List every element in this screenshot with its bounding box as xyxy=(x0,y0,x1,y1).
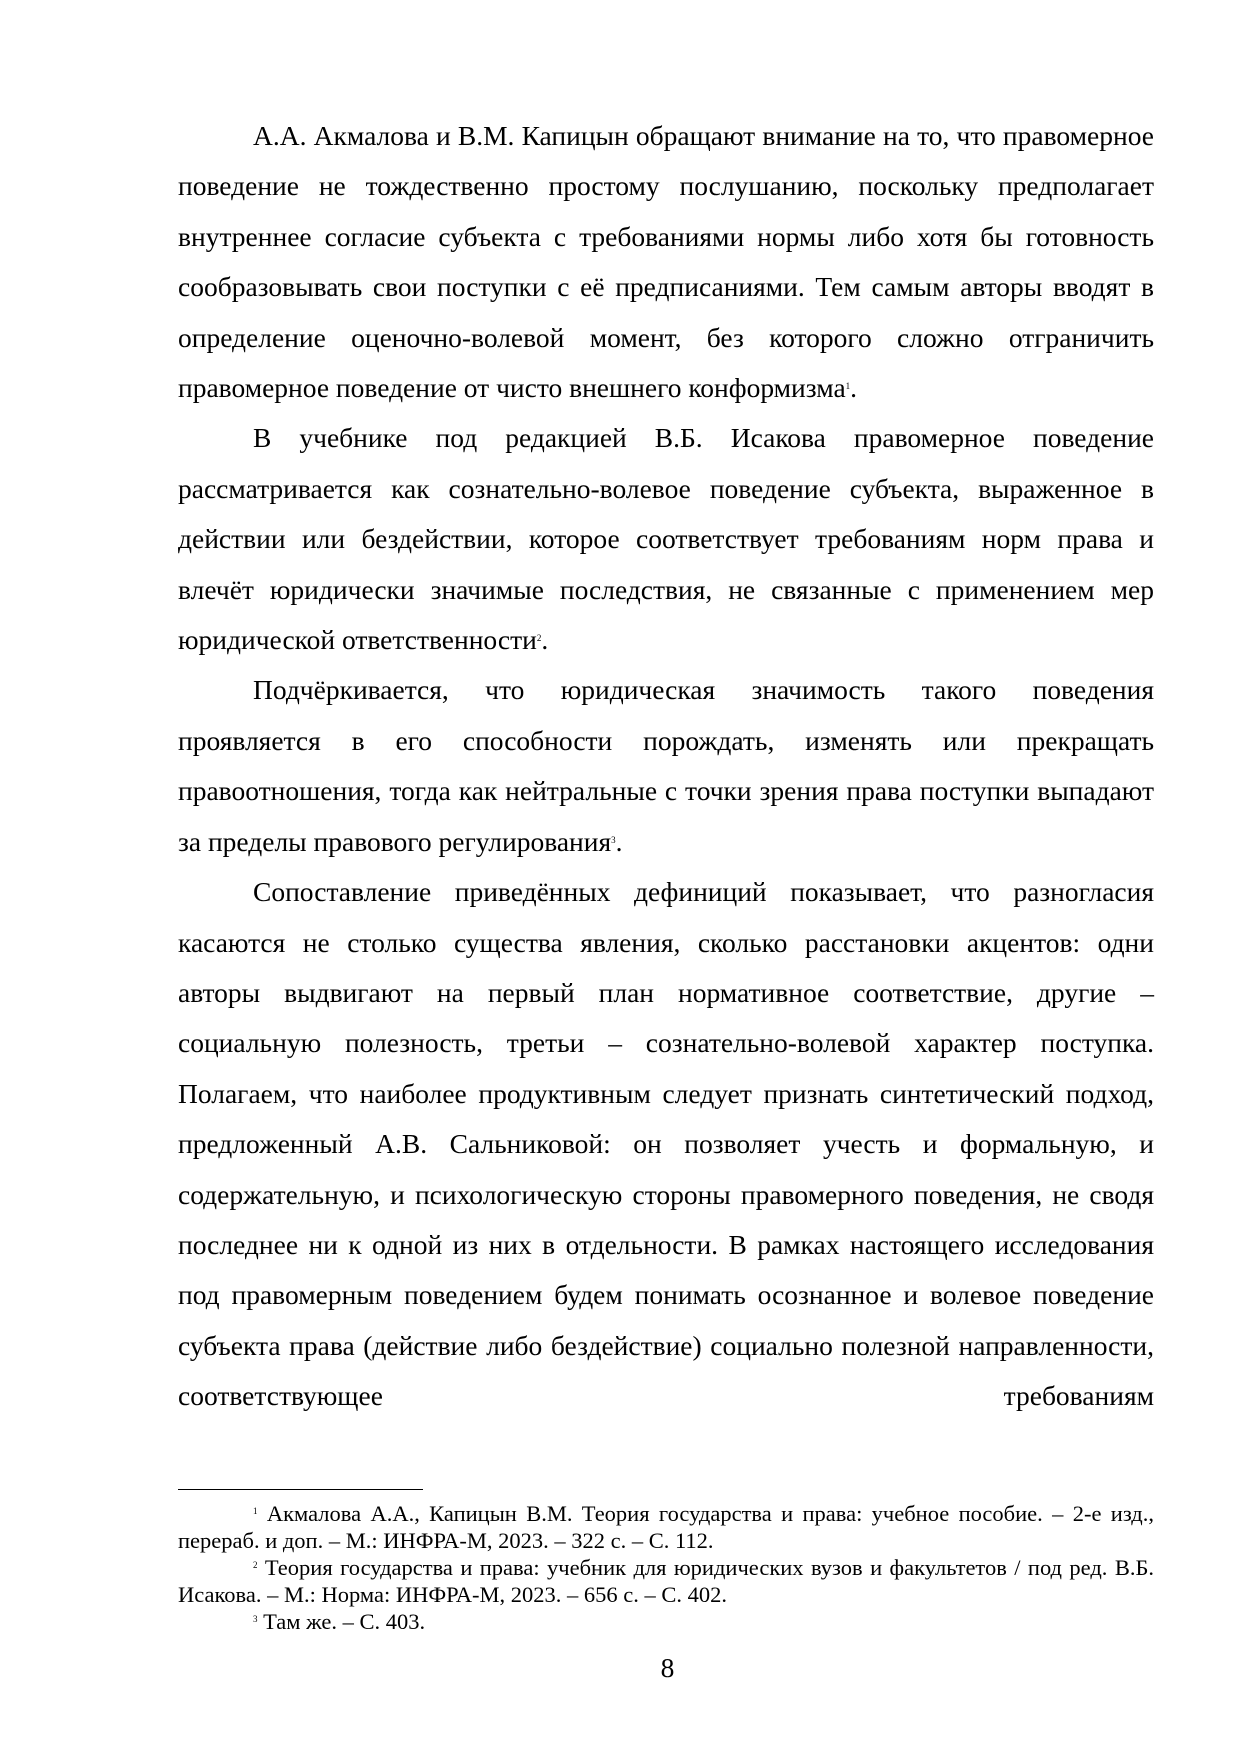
paragraph-text: Сопоставление приведённых дефиниций показывает, что разногласия касаются не столько существа явления, сколько расстановки акцентов: одни авторы выдвигают на первый план нормативное соответствие, другие – социальную полезность, третьи – сознательно-волевой характер поступка. Полагаем, что наиболее продуктивным следует признать синтетический подход, предложенный А.В. Сальниковой: он позволяет учесть и формальную, и содержательную, и психологическую стороны правомерного поведения, не сводя последнее ни к одной из них в отдельности. В рамках настоящего исследования под правомерным поведением будем понимать осознанное и волевое поведение субъекта права (действие либо бездействие) социально полезной направленности, соответствующее требованиям xyxy=(178,876,1154,1412)
footnote-text: Акмалова А.А., Капицын В.М. Теория государства и права: учебное пособие. – 2-е изд., перераб. и доп. – М.: ИНФРА-М, 2023. – 322 с. – С. 112. xyxy=(178,1501,1155,1553)
footnotes xyxy=(178,1500,1154,1635)
paragraph xyxy=(178,413,1154,665)
footnote-number: 2 xyxy=(253,1559,258,1570)
footnote-number: 3 xyxy=(253,1613,258,1624)
paragraph xyxy=(178,111,1154,413)
footnote-separator xyxy=(178,1489,423,1490)
footnote-reference[interactable]: 1 xyxy=(845,380,851,391)
paragraph-end: . xyxy=(850,372,858,404)
footnote xyxy=(178,1554,1154,1608)
footnote-number: 1 xyxy=(253,1505,258,1516)
footnote-text: Теория государства и права: учебник для юридических вузов и факультетов / под ред. В.Б. Исакова. – М.: Норма: ИНФРА-М, 2023. – 656 с. – С. 402. xyxy=(178,1555,1155,1607)
paragraph-text: В учебнике под редакцией В.Б. Исакова правомерное поведение рассматривается как сознательно-волевое поведение субъекта, выраженное в действии или бездействии, которое соответствует требованиям норм права и влечёт юридически значимые последствия, не связанные с применением мер юридической ответственности xyxy=(178,422,1154,656)
paragraph-text: А.А. Акмалова и В.М. Капицын обращают внимание на то, что правомерное поведение не тождественно простому послушанию, поскольку предполагает внутреннее согласие субъекта с требованиями нормы либо хотя бы готовность сообразовывать свои поступки с её предписаниями. Тем самым авторы вводят в определение оценочно-волевой момент, без которого сложно отграничить правомерное поведение от чисто внешнего конформизма xyxy=(178,120,1154,404)
footnote xyxy=(178,1500,1154,1554)
footnote-reference[interactable]: 2 xyxy=(536,632,542,643)
paragraph xyxy=(178,665,1154,867)
footnote-text: Там же. – С. 403. xyxy=(263,1609,426,1634)
paragraph-end: . xyxy=(541,624,549,656)
main-text xyxy=(178,111,1154,1422)
footnote-reference[interactable]: 3 xyxy=(611,834,616,845)
page-number: 8 xyxy=(660,1652,675,1683)
paragraph xyxy=(178,867,1154,1421)
footnote xyxy=(178,1608,1154,1635)
paragraph-end: . xyxy=(615,825,623,857)
paragraph-text: Подчёркивается, что юридическая значимость такого поведения проявляется в его способности порождать, изменять или прекращать правоотношения, тогда как нейтральные с точки зрения права поступки выпадают за пределы правового регулирования xyxy=(178,674,1154,857)
